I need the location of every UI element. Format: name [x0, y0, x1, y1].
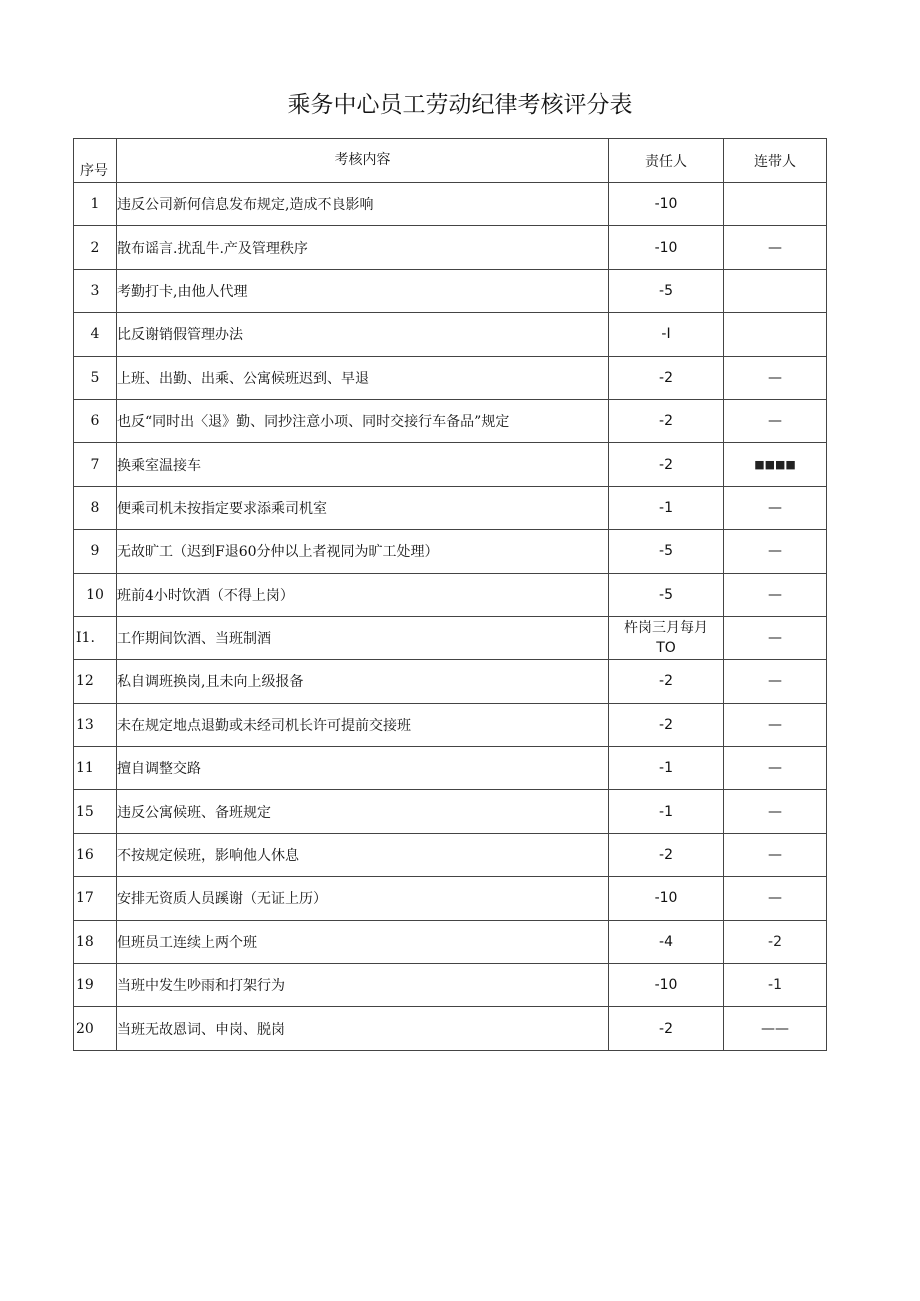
row-responsible: -5	[609, 530, 724, 573]
row-no: 1	[74, 183, 117, 226]
row-joint: —	[724, 226, 827, 269]
row-content: 班前4小时饮酒（不得上岗）	[117, 573, 609, 616]
row-content: 考勤打卡,由他人代理	[117, 269, 609, 312]
table-row	[74, 486, 827, 529]
row-joint: —	[724, 399, 827, 442]
row-joint: —	[724, 833, 827, 876]
table-row	[74, 573, 827, 616]
table-row	[74, 964, 827, 1007]
row-joint: —	[724, 660, 827, 703]
row-joint: —	[724, 747, 827, 790]
table-row	[74, 269, 827, 312]
row-no: 12	[74, 660, 117, 703]
row-content: 比反谢销假管理办法	[117, 313, 609, 356]
row-content: 当班中发生吵雨和打架行为	[117, 964, 609, 1007]
row-responsible: -5	[609, 573, 724, 616]
row-no: 17	[74, 877, 117, 920]
row-joint: —	[724, 877, 827, 920]
table-row	[74, 226, 827, 269]
row-joint: —	[724, 703, 827, 746]
row-content: 违反公司新何信息发布规定,造成不良影响	[117, 183, 609, 226]
row-responsible: -5	[609, 269, 724, 312]
row-responsible: -2	[609, 443, 724, 486]
row-joint: -1	[724, 964, 827, 1007]
row-responsible: -2	[609, 833, 724, 876]
table-row	[74, 356, 827, 399]
row-no: 8	[74, 486, 117, 529]
row-content: 私自调班换岗,且未向上级报备	[117, 660, 609, 703]
table-header-row	[74, 139, 827, 183]
row-responsible: -I	[609, 313, 724, 356]
row-responsible-line2: TO	[656, 640, 676, 657]
row-responsible: -2	[609, 703, 724, 746]
assessment-table	[73, 138, 827, 1051]
row-content: 安排无资质人员蹊谢（无证上历）	[117, 877, 609, 920]
row-joint: —	[724, 616, 827, 659]
table-row	[74, 747, 827, 790]
row-content: 擅自调整交路	[117, 747, 609, 790]
row-content: 工作期间饮酒、当班制酒	[117, 616, 609, 659]
row-content: 便乘司机未按指定要求添乘司机室	[117, 486, 609, 529]
table-row	[74, 443, 827, 486]
row-content: 但班员工连续上两个班	[117, 920, 609, 963]
table-row	[74, 399, 827, 442]
row-no: 18	[74, 920, 117, 963]
table-row	[74, 616, 827, 659]
row-joint: —	[724, 573, 827, 616]
row-no: 11	[74, 747, 117, 790]
row-responsible: -2	[609, 399, 724, 442]
row-joint: ■■■■	[724, 443, 827, 486]
row-no: 5	[74, 356, 117, 399]
header-joint: 连带人	[724, 139, 827, 183]
row-responsible: -10	[609, 964, 724, 1007]
table-row	[74, 790, 827, 833]
row-joint	[724, 313, 827, 356]
table-row	[74, 703, 827, 746]
row-responsible: -2	[609, 660, 724, 703]
table-row	[74, 183, 827, 226]
table-row	[74, 660, 827, 703]
table-row	[74, 530, 827, 573]
row-no: 4	[74, 313, 117, 356]
row-responsible: -1	[609, 486, 724, 529]
row-responsible: -4	[609, 920, 724, 963]
row-no: 10	[74, 573, 117, 616]
row-content: 不按规定候班，影响他人休息	[117, 833, 609, 876]
row-joint: —	[724, 486, 827, 529]
row-joint: —	[724, 530, 827, 573]
row-responsible: -10	[609, 877, 724, 920]
row-responsible: -10	[609, 183, 724, 226]
row-content: 未在规定地点退勤或未经司机长许可提前交接班	[117, 703, 609, 746]
row-no: 7	[74, 443, 117, 486]
header-no: 序号	[74, 139, 117, 183]
row-responsible: -1	[609, 790, 724, 833]
header-responsible: 责任人	[609, 139, 724, 183]
row-responsible: -2	[609, 356, 724, 399]
table-row	[74, 877, 827, 920]
row-content: 换乘室温接车	[117, 443, 609, 486]
row-responsible: -10	[609, 226, 724, 269]
row-no: I1.	[74, 616, 117, 659]
row-no: 9	[74, 530, 117, 573]
row-content: 也反“同时出〈退》勤、同抄注意小项、同时交接行车备品”规定	[117, 399, 609, 442]
row-no: 2	[74, 226, 117, 269]
table-row	[74, 833, 827, 876]
header-content: 考核内容	[117, 139, 609, 183]
row-joint	[724, 183, 827, 226]
row-joint: ——	[724, 1007, 827, 1050]
row-content: 散布谣言.扰乱牛.产及管理秩序	[117, 226, 609, 269]
table-row	[74, 920, 827, 963]
page-title: 乘务中心员工劳动纪律考核评分表	[287, 92, 633, 118]
row-no: 20	[74, 1007, 117, 1050]
row-no: 15	[74, 790, 117, 833]
row-content: 无故旷工（迟到F退60分仲以上者视同为旷工处理）	[117, 530, 609, 573]
row-joint	[724, 269, 827, 312]
row-content: 上班、出勤、出乘、公寓候班迟到、早退	[117, 356, 609, 399]
row-no: 6	[74, 399, 117, 442]
row-responsible: -2	[609, 1007, 724, 1050]
row-joint: -2	[724, 920, 827, 963]
table-row	[74, 313, 827, 356]
row-no: 16	[74, 833, 117, 876]
row-joint: —	[724, 790, 827, 833]
row-no: 19	[74, 964, 117, 1007]
row-content: 当班无故恩词、申岗、脱岗	[117, 1007, 609, 1050]
table-row	[74, 1007, 827, 1050]
row-content: 违反公寓候班、备班规定	[117, 790, 609, 833]
row-responsible-line1: 杵岗三月每月	[624, 620, 708, 637]
row-no: 13	[74, 703, 117, 746]
row-responsible: -1	[609, 747, 724, 790]
row-no: 3	[74, 269, 117, 312]
row-responsible	[609, 616, 724, 659]
row-joint: —	[724, 356, 827, 399]
